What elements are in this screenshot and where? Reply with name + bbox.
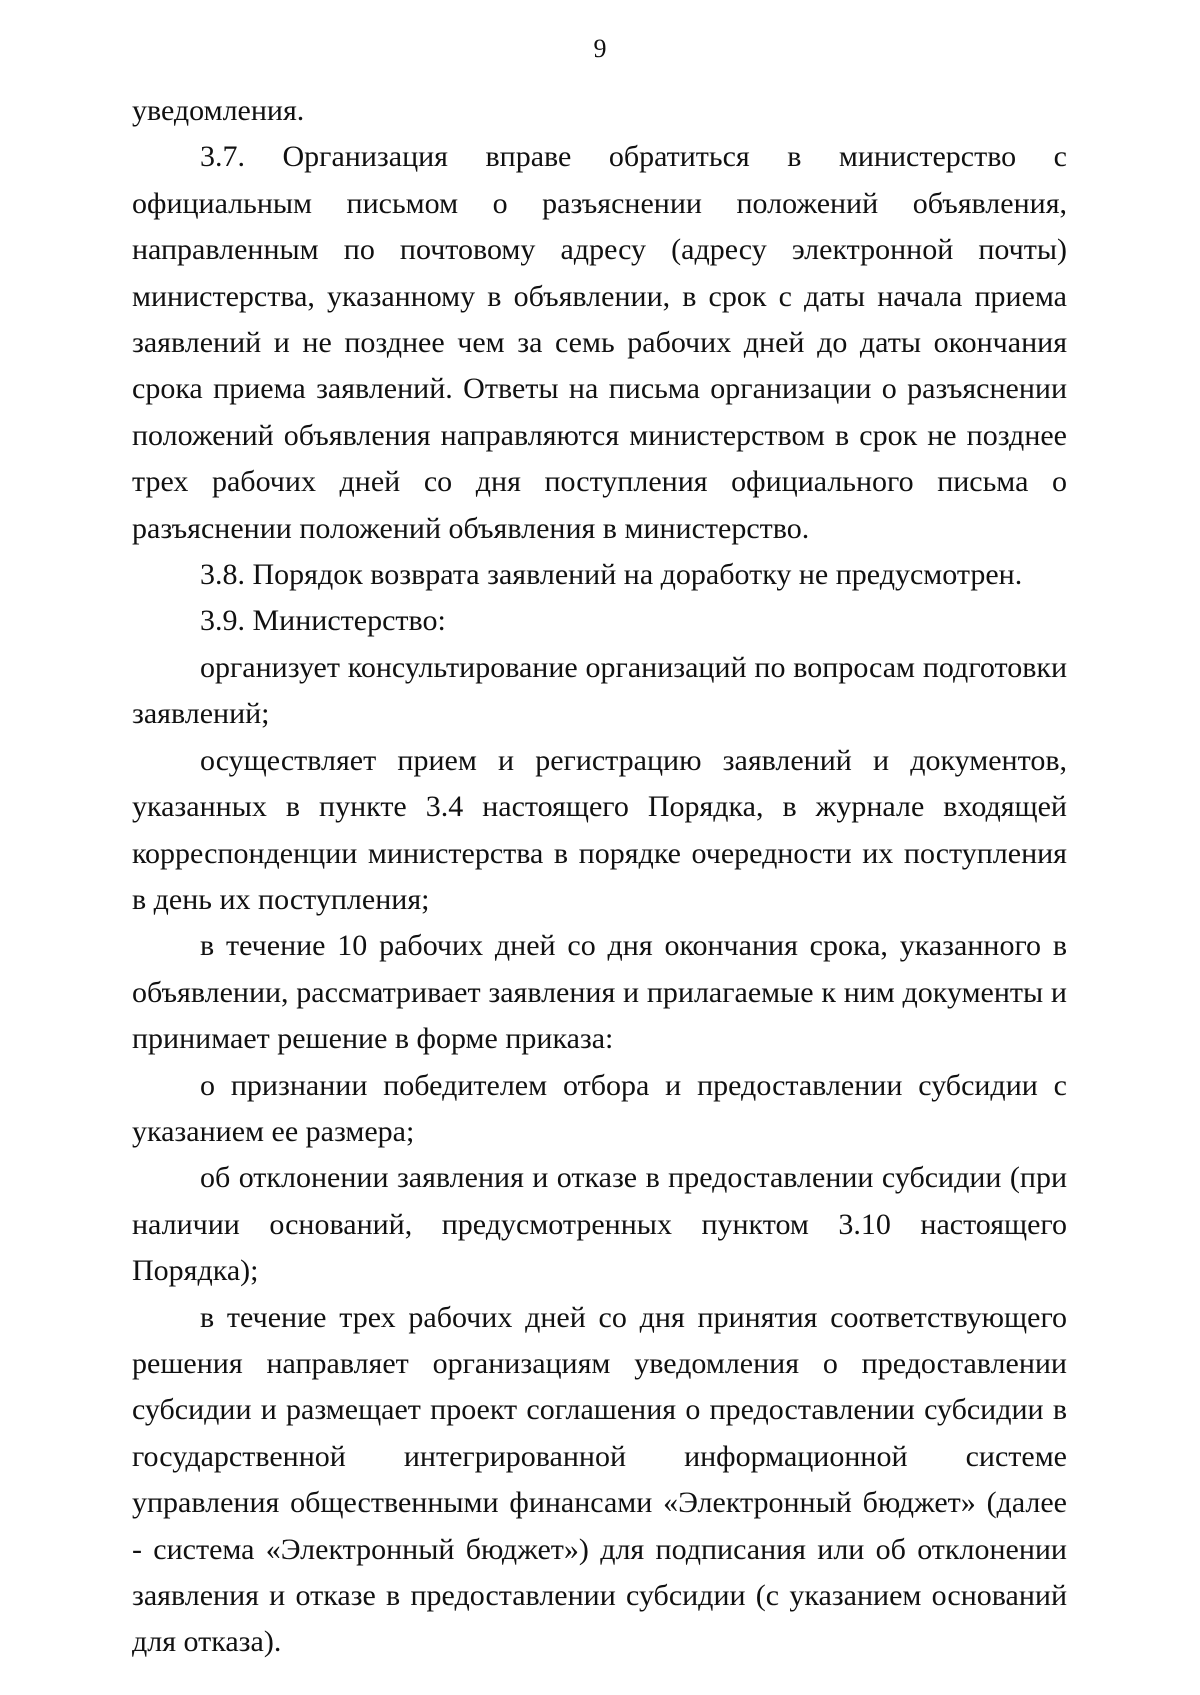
paragraph-3-8: 3.8. Порядок возврата заявлений на доработку не предусмотрен. bbox=[200, 558, 1023, 592]
paragraph-consulting: организует консультирование организаций по вопросам подготовки заявлений; bbox=[132, 650, 1067, 731]
paragraph-3-9: 3.9. Министерство: bbox=[200, 604, 446, 638]
document-body bbox=[132, 88, 1067, 1666]
page-number: 9 bbox=[593, 34, 607, 63]
paragraph-registration: осуществляет прием и регистрацию заявлений и документов, указанных в пункте 3.4 настоящего Порядка, в журнале входящей корреспонденции министерства в порядке очередности их поступления в день их поступления; bbox=[132, 743, 1067, 916]
paragraph-rejection: об отклонении заявления и отказе в предоставлении субсидии (при наличии оснований, предусмотренных пунктом 3.10 настоящего Порядка); bbox=[132, 1161, 1067, 1288]
paragraph-continuation: уведомления. bbox=[132, 94, 305, 127]
paragraph-3-7: 3.7. Организация вправе обратиться в министерство с официальным письмом о разъяснении положений объявления, направленным по почтовому адресу (адресу электронной почты) министерства, указанному в объявлении, в срок с даты начала приема заявлений и не позднее чем за семь рабочих дней до даты окончания срока приема заявлений. Ответы на письма организации о разъяснении положений объявления направляются министерством в срок не позднее трех рабочих дней со дня поступления официального письма о разъяснении положений объявления в министерство. bbox=[132, 140, 1067, 545]
paragraph-notification: в течение трех рабочих дней со дня принятия соответствующего решения направляет организациям уведомления о предоставлении субсидии и размещает проект соглашения о предоставлении субсидии в государственной интегрированной информационной системе управления общественными финансами «Электронный бюджет» (далее - система «Электронный бюджет») для подписания или об отклонении заявления и отказе в предоставлении субсидии (с указанием оснований для отказа). bbox=[132, 1300, 1067, 1659]
paragraph-winner: о признании победителем отбора и предоставлении субсидии с указанием ее размера; bbox=[132, 1068, 1067, 1148]
paragraph-review: в течение 10 рабочих дней со дня окончания срока, указанного в объявлении, рассматривает заявления и прилагаемые к ним документы и принимает решение в форме приказа: bbox=[132, 929, 1067, 1056]
